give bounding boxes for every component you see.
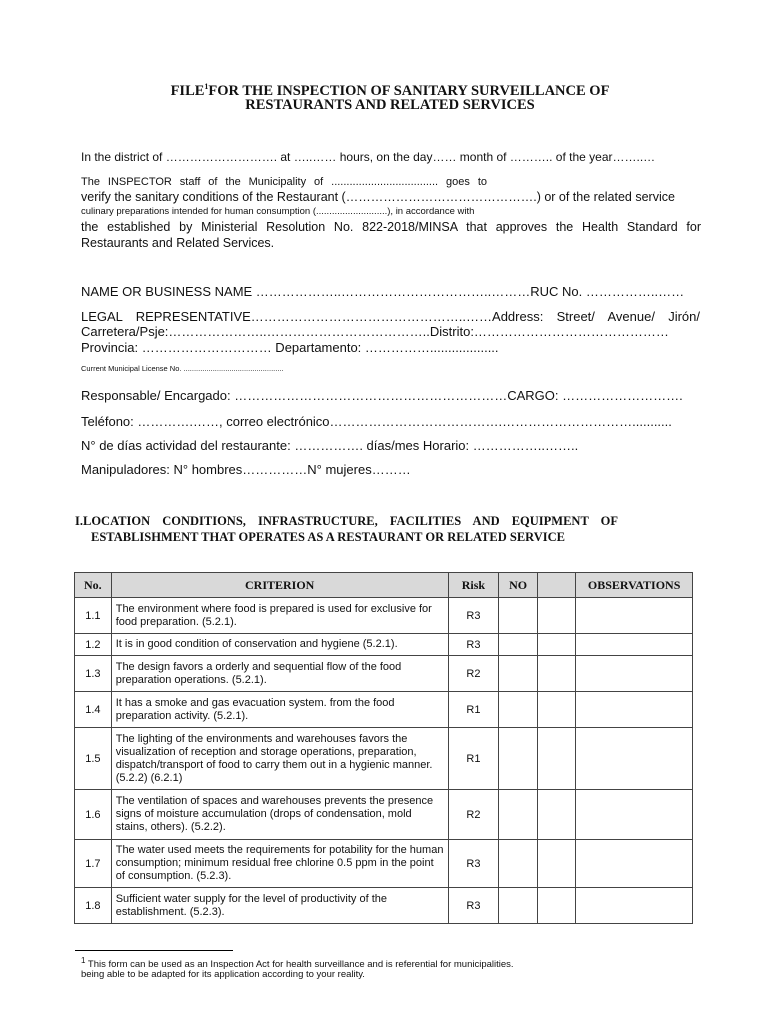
row-criterion: The water used meets the requirements for potability for the human consumption; minimum residual free chlorine 0.5 ppm in the point of consumption. (5.2.3).: [111, 840, 448, 888]
title-line1: FOR THE INSPECTION OF SANITARY SURVEILLANCE OF: [208, 82, 610, 99]
header-blank: [537, 573, 575, 598]
row-observations-cell[interactable]: [576, 598, 693, 634]
table-header-row: [75, 573, 693, 598]
row-risk: R2: [448, 790, 499, 840]
verify-line: verify the sanitary conditions of the Restaurant (……………………………………….) or of the related service: [81, 190, 675, 204]
culinary-line: culinary preparations intended for human consumption (...........................), in accordance with: [81, 206, 475, 217]
footnote-divider: [75, 950, 233, 951]
row-blank-cell[interactable]: [537, 656, 575, 692]
carretera-field: Carretera/Psje:…………………..………………………………..Distrito:………………………………………: [81, 324, 669, 339]
provincia-field: Provincia: ………………………… Departamento: ……………...................: [81, 340, 499, 355]
row-observations-cell[interactable]: [576, 790, 693, 840]
footnote-mark: 1: [81, 956, 86, 965]
row-no-cell[interactable]: [499, 888, 538, 924]
inspector-line: The INSPECTOR staff of the Municipality of ................................... goes to: [81, 176, 487, 188]
row-criterion: Sufficient water supply for the level of productivity of the establishment. (5.2.3).: [111, 888, 448, 924]
row-risk: R1: [448, 692, 499, 728]
resolution-line-2: Restaurants and Related Services.: [81, 236, 275, 250]
footnote-line-2: being able to be adapted for its application according to your reality.: [81, 969, 365, 980]
header-no-col: NO: [499, 573, 538, 598]
header-risk: Risk: [448, 573, 499, 598]
section-heading-line2: ESTABLISHMENT THAT OPERATES AS A RESTAURANT OR RELATED SERVICE: [91, 530, 566, 544]
row-blank-cell[interactable]: [537, 888, 575, 924]
row-no: 1.7: [75, 840, 112, 888]
row-criterion: It has a smoke and gas evacuation system. from the food preparation activity. (5.2.1).: [111, 692, 448, 728]
row-risk: R3: [448, 840, 499, 888]
row-criterion: The environment where food is prepared is used for exclusive for food preparation. (5.2.1).: [111, 598, 448, 634]
footnote-text-1: This form can be used as an Inspection Act for health surveillance and is referential for municipalities.: [85, 959, 514, 971]
header-observations: OBSERVATIONS: [576, 573, 693, 598]
row-blank-cell[interactable]: [537, 840, 575, 888]
row-criterion: The lighting of the environments and warehouses favors the visualization of reception and storage operations, preparation, dispatch/transport of food to carry them out in a hygienic manner. (5.2.2) (6.2.1): [111, 728, 448, 790]
row-criterion: The ventilation of spaces and warehouses prevents the presence signs of moisture accumulation (drops of condensation, mold stains, others). (5.2.2).: [111, 790, 448, 840]
row-no-cell[interactable]: [499, 656, 538, 692]
row-no: 1.3: [75, 656, 112, 692]
row-blank-cell[interactable]: [537, 790, 575, 840]
row-risk: R3: [448, 888, 499, 924]
row-blank-cell[interactable]: [537, 728, 575, 790]
row-risk: R2: [448, 656, 499, 692]
row-criterion: It is in good condition of conservation and hygiene (5.2.1).: [111, 634, 448, 656]
row-no-cell[interactable]: [499, 840, 538, 888]
row-risk: R1: [448, 728, 499, 790]
row-criterion: The design favors a orderly and sequential flow of the food preparation operations. (5.2.1).: [111, 656, 448, 692]
row-risk: R3: [448, 598, 499, 634]
table-row: [75, 656, 693, 692]
row-observations-cell[interactable]: [576, 728, 693, 790]
table-row: [75, 598, 693, 634]
row-no: 1.6: [75, 790, 112, 840]
row-no: 1.1: [75, 598, 112, 634]
resolution-line-1: the established by Ministerial Resolution No. 822-2018/MINSA that approves the Health Standard for: [81, 220, 701, 234]
row-observations-cell[interactable]: [576, 634, 693, 656]
row-blank-cell[interactable]: [537, 598, 575, 634]
row-no: 1.2: [75, 634, 112, 656]
table-row: [75, 692, 693, 728]
row-no-cell[interactable]: [499, 728, 538, 790]
row-no: 1.4: [75, 692, 112, 728]
table-row: [75, 840, 693, 888]
row-blank-cell[interactable]: [537, 692, 575, 728]
row-observations-cell[interactable]: [576, 840, 693, 888]
district-line: In the district of ………………………. at …..…… hours, on the day…… month of ……….. of the year……..…: [81, 150, 656, 164]
row-no-cell[interactable]: [499, 790, 538, 840]
title-prefix: FILE: [170, 82, 205, 99]
header-criterion: CRITERION: [111, 573, 448, 598]
row-no: 1.8: [75, 888, 112, 924]
page-subtitle: RESTAURANTS AND RELATED SERVICES: [245, 97, 535, 113]
license-field: Current Municipal License No. ................................................: [81, 364, 284, 373]
row-blank-cell[interactable]: [537, 634, 575, 656]
row-observations-cell[interactable]: [576, 692, 693, 728]
row-no-cell[interactable]: [499, 598, 538, 634]
title-footnote-mark: 1: [204, 82, 209, 91]
row-observations-cell[interactable]: [576, 656, 693, 692]
telefono-field: Teléfono: ………….……, correo electrónico………………………………….…………………………...........: [81, 414, 672, 429]
row-no-cell[interactable]: [499, 692, 538, 728]
legal-representative-field: LEGAL REPRESENTATIVE…………………………………………..……Address: Street/ Avenue/ Jirón/: [81, 309, 700, 324]
table-row: [75, 728, 693, 790]
inspection-table: [74, 572, 693, 924]
dias-field: N° de días actividad del restaurante: ……………. días/mes Horario: ……………..……..: [81, 438, 579, 453]
table-row: [75, 634, 693, 656]
row-no-cell[interactable]: [499, 634, 538, 656]
header-no: No.: [75, 573, 112, 598]
section-heading-line1: I.LOCATION CONDITIONS, INFRASTRUCTURE, FACILITIES AND EQUIPMENT OF: [75, 514, 618, 528]
table-row: [75, 888, 693, 924]
business-name-field: NAME OR BUSINESS NAME ………………..……………………………..………RUC No. ……………..……: [81, 284, 685, 299]
row-risk: R3: [448, 634, 499, 656]
table-row: [75, 790, 693, 840]
row-no: 1.5: [75, 728, 112, 790]
responsable-field: Responsable/ Encargado: ………………………………………………………CARGO: ……………………….: [81, 388, 683, 403]
row-observations-cell[interactable]: [576, 888, 693, 924]
manipuladores-field: Manipuladores: N° hombres……………N° mujeres………: [81, 462, 411, 477]
